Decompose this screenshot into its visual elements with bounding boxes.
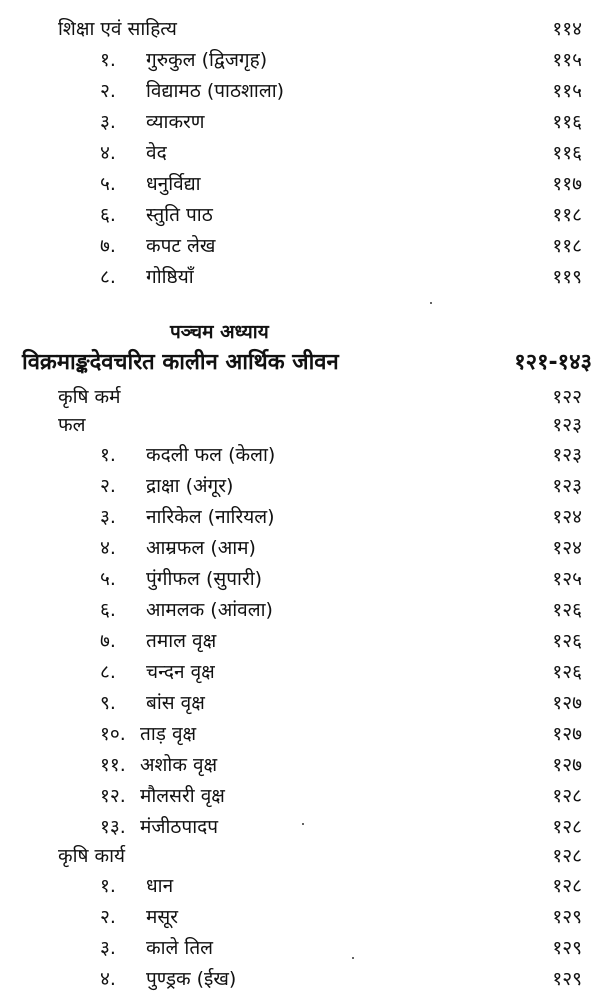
- toc-page-number: १२५: [552, 568, 582, 590]
- toc-item-text: कपट लेख: [146, 235, 216, 257]
- toc-item-number: १.: [100, 444, 116, 466]
- toc-item-number: १.: [100, 49, 116, 71]
- toc-page-number: १२८: [552, 816, 582, 838]
- toc-item-number: १३.: [100, 816, 126, 838]
- toc-item-number: ३.: [100, 111, 116, 133]
- chapter-title: विक्रमाङ्कदेवचरित कालीन आर्थिक जीवन: [22, 350, 339, 375]
- toc-page-number: १२७: [552, 723, 582, 745]
- scan-speck: [430, 302, 432, 304]
- toc-item-row: [0, 781, 600, 811]
- toc-item-text: गोष्ठियाँ: [146, 266, 194, 288]
- toc-item-row: [0, 626, 600, 656]
- toc-item-row: [0, 107, 600, 137]
- toc-page-number: ११७: [552, 173, 582, 195]
- scan-speck: [302, 823, 304, 825]
- toc-item-number: ८.: [100, 266, 116, 288]
- toc-page-number: १२६: [552, 630, 582, 652]
- toc-page-number: १२९: [552, 968, 582, 990]
- toc-item-row: [0, 262, 600, 292]
- toc-heading-text: फल: [58, 414, 86, 436]
- toc-item-row: [0, 657, 600, 687]
- toc-item-number: २.: [100, 475, 116, 497]
- scan-speck: [352, 957, 354, 959]
- toc-item-text: काले तिल: [146, 937, 214, 959]
- toc-page-number: ११५: [552, 49, 582, 71]
- toc-item-text: धान: [146, 875, 174, 897]
- toc-item-row: [0, 719, 600, 749]
- toc-heading-text: कृषि कार्य: [58, 845, 126, 867]
- toc-page-number: १२७: [552, 754, 582, 776]
- toc-item-row: [0, 76, 600, 106]
- chapter-title-row: [22, 346, 592, 380]
- toc-item-number: ३.: [100, 937, 116, 959]
- toc-item-number: २.: [100, 80, 116, 102]
- toc-item-text: विद्यामठ (पाठशाला): [146, 80, 285, 102]
- toc-item-number: ६.: [100, 599, 116, 621]
- toc-page-number: १२४: [552, 506, 582, 528]
- toc-item-number: ४.: [100, 968, 116, 990]
- toc-heading-row: [0, 382, 600, 412]
- toc-page-number: १२३: [552, 444, 582, 466]
- toc-page-number: ११६: [552, 111, 582, 133]
- toc-item-text: बांस वृक्ष: [146, 692, 205, 714]
- toc-item-number: २.: [100, 906, 116, 928]
- toc-item-row: [0, 231, 600, 261]
- toc-page-number: १२२: [552, 386, 582, 408]
- toc-item-row: [0, 595, 600, 625]
- toc-item-text: वेद: [146, 142, 167, 164]
- toc-item-row: [0, 533, 600, 563]
- toc-page-number: १२६: [552, 661, 582, 683]
- toc-page-number: ११८: [552, 235, 582, 257]
- toc-heading-row: [0, 841, 600, 871]
- toc-item-number: ८.: [100, 661, 116, 683]
- toc-item-text: मौलसरी वृक्ष: [140, 785, 225, 807]
- toc-item-text: आमलक (आंवला): [146, 599, 273, 621]
- toc-item-row: [0, 440, 600, 470]
- chapter-page-range: १२१-१४३: [514, 350, 592, 375]
- toc-page-number: १२९: [552, 906, 582, 928]
- toc-item-text: कदली फल (केला): [146, 444, 276, 466]
- toc-item-row: [0, 138, 600, 168]
- toc-page-number: ११५: [552, 80, 582, 102]
- toc-item-text: द्राक्षा (अंगूर): [146, 475, 234, 497]
- toc-page-number: १२३: [552, 414, 582, 436]
- toc-item-row: [0, 750, 600, 780]
- toc-item-number: १.: [100, 875, 116, 897]
- toc-page-number: ११९: [552, 266, 582, 288]
- toc-page-number: ११४: [552, 18, 582, 40]
- toc-item-number: ३.: [100, 506, 116, 528]
- toc-item-text: नारिकेल (नारियल): [146, 506, 275, 528]
- toc-item-row: [0, 964, 600, 994]
- toc-item-row: [0, 169, 600, 199]
- toc-item-text: मसूर: [146, 906, 178, 928]
- toc-item-number: ६.: [100, 204, 116, 226]
- toc-item-text: पुण्ड्रक (ईख): [146, 968, 237, 990]
- chapter-label: पञ्चम अध्याय: [170, 321, 269, 343]
- toc-page-number: १२८: [552, 785, 582, 807]
- toc-item-text: चन्दन वृक्ष: [146, 661, 215, 683]
- toc-item-text: तमाल वृक्ष: [146, 630, 217, 652]
- toc-item-text: व्याकरण: [146, 111, 205, 133]
- toc-item-row: [0, 471, 600, 501]
- toc-page-number: १२७: [552, 692, 582, 714]
- toc-heading-text: शिक्षा एवं साहित्य: [58, 18, 177, 40]
- toc-item-number: ४.: [100, 142, 116, 164]
- toc-item-number: ७.: [100, 235, 116, 257]
- toc-item-text: धनुर्विद्या: [146, 173, 201, 195]
- toc-item-text: ताड़ वृक्ष: [140, 723, 197, 745]
- toc-page-number: १२८: [552, 875, 582, 897]
- toc-item-row: [0, 871, 600, 901]
- toc-item-row: [0, 564, 600, 594]
- toc-page-number: ११८: [552, 204, 582, 226]
- toc-item-row: [0, 200, 600, 230]
- toc-page-number: १२४: [552, 537, 582, 559]
- toc-heading-row: [0, 410, 600, 440]
- toc-item-row: [0, 502, 600, 532]
- toc-heading-row: [0, 14, 600, 44]
- toc-item-row: [0, 902, 600, 932]
- toc-item-number: ११.: [100, 754, 126, 776]
- toc-item-text: स्तुति पाठ: [146, 204, 213, 226]
- toc-page-number: ११६: [552, 142, 582, 164]
- toc-page-number: १२३: [552, 475, 582, 497]
- toc-item-text: अशोक वृक्ष: [140, 754, 218, 776]
- toc-item-row: [0, 933, 600, 963]
- toc-item-number: ७.: [100, 630, 116, 652]
- toc-item-text: मंजीठपादप: [140, 816, 219, 838]
- toc-item-number: ५.: [100, 173, 116, 195]
- toc-item-row: [0, 688, 600, 718]
- toc-item-row: [0, 45, 600, 75]
- toc-page-number: १२९: [552, 937, 582, 959]
- toc-item-number: ९.: [100, 692, 116, 714]
- toc-heading-text: कृषि कर्म: [58, 386, 121, 408]
- toc-item-number: १२.: [100, 785, 126, 807]
- toc-item-number: ५.: [100, 568, 116, 590]
- toc-item-text: पुंगीफल (सुपारी): [146, 568, 263, 590]
- toc-item-row: [0, 812, 600, 842]
- toc-page-number: १२६: [552, 599, 582, 621]
- toc-page-number: १२८: [552, 845, 582, 867]
- toc-item-number: ४.: [100, 537, 116, 559]
- toc-item-text: गुरुकुल (द्विजगृह): [146, 49, 268, 71]
- toc-item-number: १०.: [100, 723, 126, 745]
- toc-item-text: आम्रफल (आम): [146, 537, 256, 559]
